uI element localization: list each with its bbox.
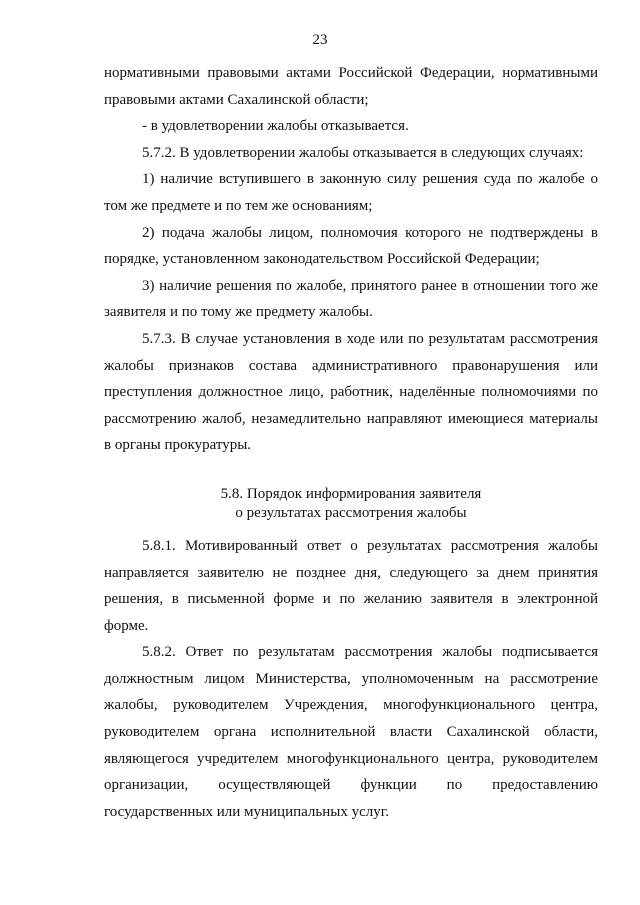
page-number: 23 (312, 32, 328, 48)
paragraph-case-1: 1) наличие вступившего в законную силу решения суда по жалобе о том же предмете и по тем же основаниям; (104, 171, 598, 214)
paragraph-5-8-2: 5.8.2. Ответ по результатам рассмотрения жалобы подписывается должностным лицом Министерства, уполномоченным на рассмотрение жалобы, руководителем Учреждения, многофункционального центра, руководителем органа исполнительной власти Сахалинской области, являющегося учредителем многофункционального центра, руководителем организации, осуществляющей функции по предоставлению государственных или муниципальных услуг. (104, 644, 598, 820)
paragraph-5-7-3: 5.7.3. В случае установления в ходе или по результатам рассмотрения жалобы признаков состава административного правонарушения или преступления должностное лицо, работник, наделённые полномочиями по рассмотрению жалоб, незамедлительно направляют имеющиеся материалы в органы прокуратуры. (104, 330, 598, 454)
document-body (104, 60, 598, 825)
section-heading-line-1: 5.8. Порядок информирования заявителя (220, 485, 482, 502)
paragraph-continuation: нормативными правовыми актами Российской Федерации, нормативными правовыми актами Сахалинской области; (104, 65, 598, 108)
section-heading-line-2: о результатах рассмотрения жалобы (235, 504, 467, 521)
paragraph-5-7-2: 5.7.2. В удовлетворении жалобы отказывается в следующих случаях: (142, 144, 584, 161)
paragraph-5-8-1: 5.8.1. Мотивированный ответ о результатах рассмотрения жалобы направляется заявителю не позднее дня, следующего за днем принятия решения, в письменной форме и по желанию заявителя в электронной форме. (104, 537, 598, 634)
paragraph-case-3: 3) наличие решения по жалобе, принятого ранее в отношении того же заявителя и по тому же предмету жалобы. (104, 277, 598, 321)
section-heading-5-8 (104, 485, 598, 523)
paragraph-refused: - в удовлетворении жалобы отказывается. (142, 118, 409, 135)
paragraph-case-2: 2) подача жалобы лицом, полномочия которого не подтверждены в порядке, установленном законодательством Российской Федерации; (104, 224, 598, 268)
